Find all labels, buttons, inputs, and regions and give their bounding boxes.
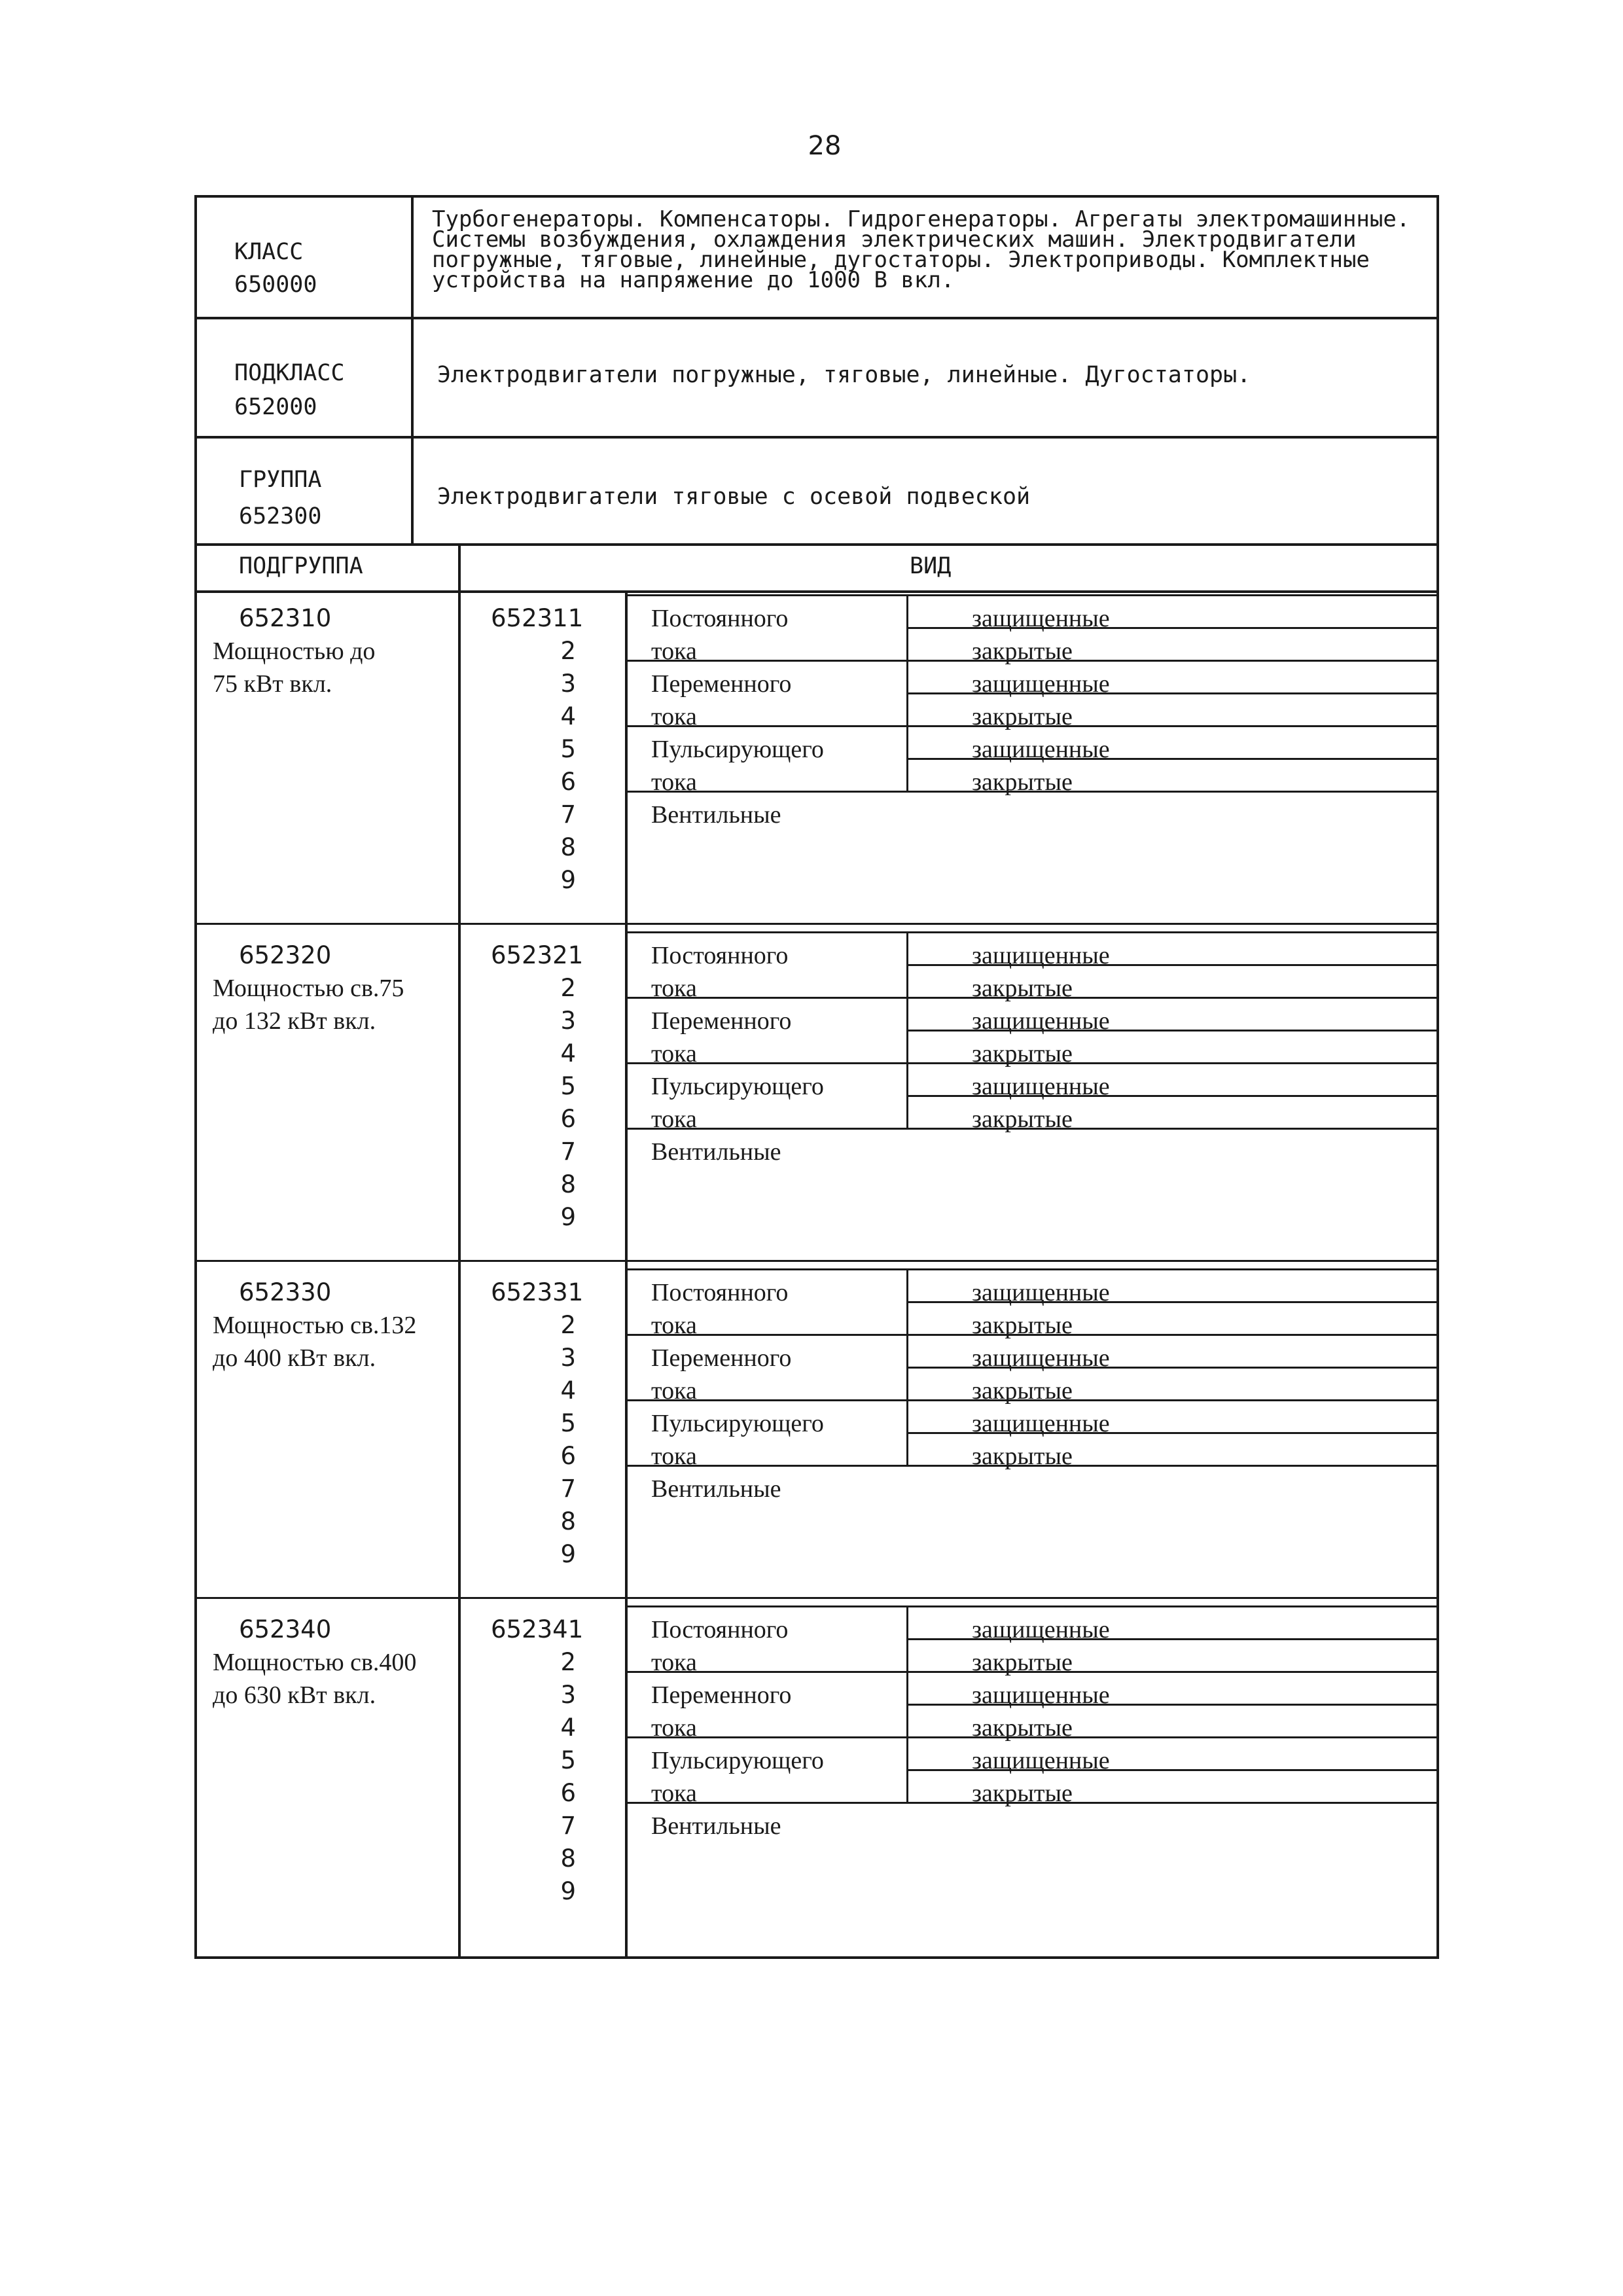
design-row-line [906, 1367, 1436, 1369]
kind-code-digit: 8 [560, 1507, 576, 1535]
subgroup-separator-line [194, 923, 1439, 925]
current-type-text: Переменного [651, 670, 792, 698]
kind-code-digit: 6 [560, 1442, 576, 1470]
design-row-line [906, 997, 1436, 999]
kind-code-digit: 8 [560, 833, 576, 861]
current-type-text: Пульсирующего [651, 736, 824, 763]
subgroup-column-divider [458, 543, 461, 1959]
kind-code-digit: 2 [560, 1648, 576, 1676]
current-group-line [625, 1062, 906, 1064]
group-code: 652300 [239, 503, 322, 529]
subgroup-description-line2: до 132 кВт вкл. [213, 1007, 376, 1035]
kind-code-digit: 2 [560, 1311, 576, 1339]
kind-code-digit: 7 [560, 1138, 576, 1166]
current-type-text: Постоянного [651, 1279, 789, 1306]
current-type-text: Постоянного [651, 1616, 789, 1643]
kind-code-digit: 6 [560, 1779, 576, 1807]
design-type-text: закрытые [972, 768, 1073, 796]
current-group-line [625, 791, 906, 793]
kind-code-digit: 5 [560, 1746, 576, 1774]
kind-code-digit: 9 [560, 1203, 576, 1231]
current-type-text: тока [651, 703, 697, 730]
design-type-text: защищенные [972, 942, 1110, 969]
class-code: 650000 [234, 272, 317, 298]
kind-code-digit: 9 [560, 866, 576, 894]
design-row-line [906, 1095, 1436, 1097]
design-row-line [906, 1334, 1436, 1336]
design-type-text: закрытые [972, 1443, 1073, 1470]
current-group-line [625, 1802, 906, 1804]
current-group-line [625, 725, 906, 727]
subgroup-description-line2: 75 кВт вкл. [213, 670, 332, 698]
kind-code-digit: 3 [560, 1007, 576, 1035]
kind-code-digit: 3 [560, 1344, 576, 1372]
design-row-line [906, 627, 1436, 629]
kind-code-first: 652331 [491, 1278, 584, 1306]
design-type-text: защищенные [972, 736, 1110, 763]
current-type-text: Пульсирующего [651, 1410, 824, 1437]
kind-grid-top-line [625, 1605, 1436, 1607]
design-row-line [906, 1736, 1436, 1738]
kind-code-digit: 7 [560, 1812, 576, 1840]
current-type-text: тока [651, 1780, 697, 1807]
current-type-text: Переменного [651, 1344, 792, 1372]
design-row-line [906, 1638, 1436, 1640]
kind-code-digit: 5 [560, 1072, 576, 1100]
table-right-border [1436, 195, 1439, 1959]
table-bottom-border [194, 1956, 1439, 1959]
kind-code-digit: 6 [560, 768, 576, 796]
table-top-border [194, 195, 1439, 198]
current-group-line [625, 660, 906, 662]
kind-code-digit: 2 [560, 637, 576, 665]
current-group-line [625, 1128, 906, 1130]
design-row-line [906, 1128, 1436, 1130]
design-row-line [906, 692, 1436, 694]
design-row-line [906, 758, 1436, 760]
kind-grid-top-line [625, 594, 1436, 596]
current-type-text: Переменного [651, 1681, 792, 1709]
kind-grid-top-line [625, 931, 1436, 933]
current-type-text: Постоянного [651, 605, 789, 632]
kind-code-digit: 4 [560, 1713, 576, 1742]
subgroup-header: ПОДГРУППА [239, 553, 363, 579]
design-row-line [906, 1671, 1436, 1673]
subgroup-separator-line [194, 1260, 1439, 1262]
design-row-line [906, 1465, 1436, 1467]
kind-code-digit: 9 [560, 1877, 576, 1905]
kind-code-digit: 6 [560, 1105, 576, 1133]
design-type-text: защищенные [972, 1410, 1110, 1437]
subclass-code: 652000 [234, 394, 317, 420]
design-type-text: защищенные [972, 605, 1110, 632]
class-row-border [194, 317, 1439, 319]
design-row-line [906, 964, 1436, 966]
current-type-text: тока [651, 1040, 697, 1067]
design-type-text: закрытые [972, 1780, 1073, 1807]
kind-code-digit: 4 [560, 1376, 576, 1405]
current-group-line [625, 1465, 906, 1467]
subgroup-description-line1: Мощностью до [213, 637, 376, 665]
subgroup-code: 652320 [239, 941, 332, 969]
current-type-text: Переменного [651, 1007, 792, 1035]
design-type-text: закрытые [972, 975, 1073, 1002]
design-type-text: защищенные [972, 670, 1110, 698]
design-type-text: закрытые [972, 1649, 1073, 1676]
design-row-line [906, 1062, 1436, 1064]
subgroup-description-line1: Мощностью св.132 [213, 1312, 417, 1339]
current-type-text: тока [651, 1377, 697, 1405]
current-type-text: тока [651, 1649, 697, 1676]
label-column-divider [411, 195, 414, 543]
design-row-line [906, 725, 1436, 727]
subgroup-description-line1: Мощностью св.75 [213, 975, 404, 1002]
current-type-text: Пульсирующего [651, 1747, 824, 1774]
design-type-text: закрытые [972, 703, 1073, 730]
current-type-text: Постоянного [651, 942, 789, 969]
kind-code-digit: 8 [560, 1844, 576, 1873]
kind-grid-top-line [625, 1268, 1436, 1270]
subclass-description: Электродвигатели погружные, тяговые, линейные. Дугостаторы. [437, 362, 1251, 388]
group-label: ГРУППА [239, 467, 322, 493]
kind-code-digit: 4 [560, 1039, 576, 1067]
class-description: Турбогенераторы. Компенсаторы. Гидрогенераторы. Агрегаты электромашинные. Системы возбуждения, охлаждения электрических машин. Электродвигатели погружные, тяговые, линейные, дугостаторы. Электроприводы. Комплектные устройства на напряжение до 1000 В вкл. [432, 206, 1410, 293]
design-type-text: защищенные [972, 1279, 1110, 1306]
group-row-border [194, 543, 1439, 546]
valve-type-label: Вентильные [651, 1812, 781, 1840]
subgroup-code: 652340 [239, 1615, 332, 1643]
valve-type-label: Вентильные [651, 1475, 781, 1503]
subgroup-description-line2: до 400 кВт вкл. [213, 1344, 376, 1372]
design-type-text: закрытые [972, 1040, 1073, 1067]
current-group-line [625, 997, 906, 999]
design-type-text: защищенные [972, 1344, 1110, 1372]
page-number: 28 [808, 131, 842, 161]
kind-code-digit: 8 [560, 1170, 576, 1198]
design-row-line [906, 1030, 1436, 1031]
subgroup-code: 652310 [239, 604, 332, 632]
current-type-text: тока [651, 1105, 697, 1133]
design-row-line [906, 1769, 1436, 1771]
valve-type-label: Вентильные [651, 1138, 781, 1166]
design-type-text: защищенные [972, 1007, 1110, 1035]
group-description: Электродвигатели тяговые с осевой подвеской [437, 484, 1031, 510]
class-label: КЛАСС [234, 239, 304, 265]
design-row-line [906, 1704, 1436, 1706]
current-type-text: тока [651, 768, 697, 796]
current-group-line [625, 1334, 906, 1336]
kind-code-first: 652341 [491, 1615, 584, 1643]
kind-code-first: 652311 [491, 604, 584, 632]
table-left-border [194, 195, 197, 1959]
design-type-text: защищенные [972, 1616, 1110, 1643]
design-type-text: защищенные [972, 1073, 1110, 1100]
kind-code-digit: 5 [560, 735, 576, 763]
current-type-text: тока [651, 975, 697, 1002]
current-group-line [625, 1399, 906, 1401]
design-type-text: защищенные [972, 1747, 1110, 1774]
current-group-line [625, 1671, 906, 1673]
subgroup-description-line1: Мощностью св.400 [213, 1649, 417, 1676]
design-type-text: закрытые [972, 1377, 1073, 1405]
kind-code-column-divider [625, 590, 628, 1959]
design-row-line [906, 1802, 1436, 1804]
design-row-line [906, 660, 1436, 662]
design-row-line [906, 791, 1436, 793]
design-type-text: защищенные [972, 1681, 1110, 1709]
subgroup-description-line2: до 630 кВт вкл. [213, 1681, 376, 1709]
subclass-row-border [194, 436, 1439, 439]
subclass-label: ПОДКЛАСС [234, 360, 345, 386]
valve-type-label: Вентильные [651, 801, 781, 829]
current-type-text: Пульсирующего [651, 1073, 824, 1100]
kind-code-digit: 4 [560, 702, 576, 730]
design-row-line [906, 1301, 1436, 1303]
kind-code-digit: 3 [560, 1681, 576, 1709]
current-type-text: тока [651, 1714, 697, 1742]
design-type-text: закрытые [972, 1714, 1073, 1742]
kind-header: ВИД [910, 553, 952, 579]
current-group-line [625, 1736, 906, 1738]
kind-code-digit: 2 [560, 974, 576, 1002]
subgroup-code: 652330 [239, 1278, 332, 1306]
design-type-text: закрытые [972, 1105, 1073, 1133]
kind-code-digit: 5 [560, 1409, 576, 1437]
kind-code-first: 652321 [491, 941, 584, 969]
design-type-text: закрытые [972, 637, 1073, 665]
kind-code-digit: 3 [560, 670, 576, 698]
kind-code-digit: 7 [560, 1475, 576, 1503]
subgroup-separator-line [194, 1597, 1439, 1599]
header-bottom-border [458, 590, 1439, 592]
kind-code-digit: 7 [560, 800, 576, 829]
kind-code-digit: 9 [560, 1540, 576, 1568]
design-type-text: закрытые [972, 1312, 1073, 1339]
current-type-text: тока [651, 637, 697, 665]
current-type-text: тока [651, 1443, 697, 1470]
current-type-text: тока [651, 1312, 697, 1339]
design-row-line [906, 1399, 1436, 1401]
design-row-line [906, 1432, 1436, 1434]
